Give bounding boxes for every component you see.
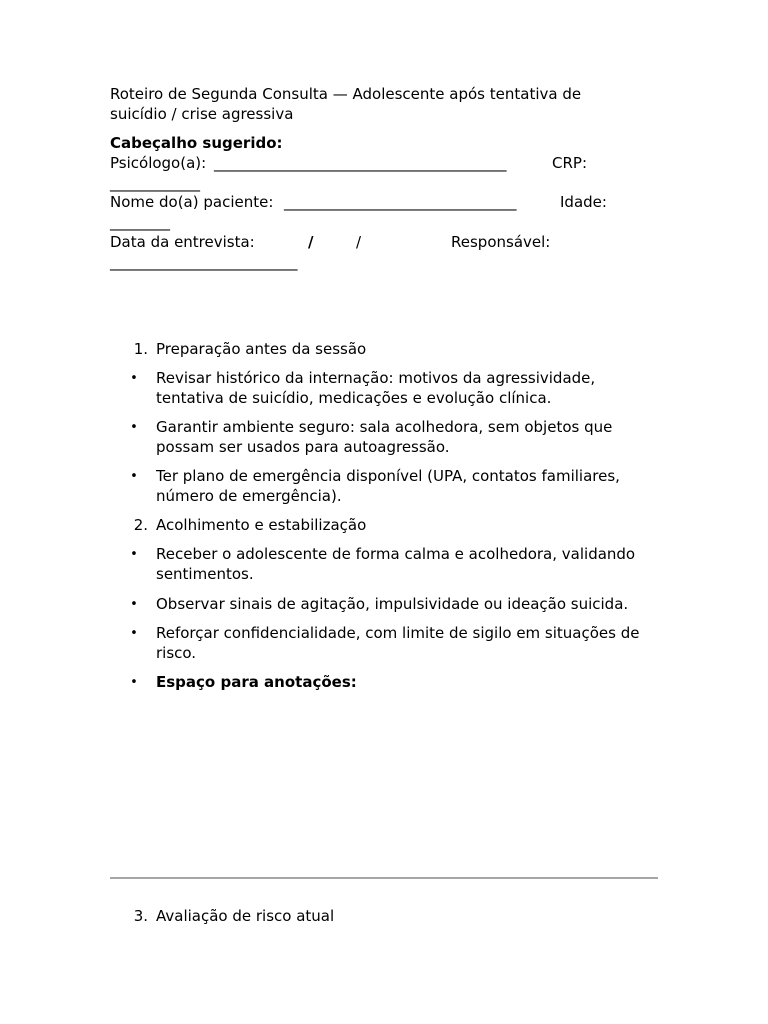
section-3-title: Avaliação de risco atual xyxy=(156,907,335,925)
responsible-label: Responsável: xyxy=(451,233,551,251)
section-2-item-3: Reforçar confidencialidade, com limite de sigilo em situações de risco. xyxy=(156,624,640,662)
interview-date-label: Data da entrevista: xyxy=(110,233,255,251)
section-2-item-2: Observar sinais de agitação, impulsividade ou ideação suicida. xyxy=(156,595,629,613)
bullet-icon: • xyxy=(130,469,138,484)
bullet-icon: • xyxy=(130,626,138,641)
crp-blank: ____________ xyxy=(110,174,200,192)
date-separator-2: / xyxy=(356,233,362,251)
bullet-icon: • xyxy=(130,371,138,386)
date-separator-1: / xyxy=(308,233,314,251)
age-blank: ________ xyxy=(110,213,170,231)
document-title-line-2: suicídio / crise agressiva xyxy=(110,105,294,123)
section-2-item-1: Receber o adolescente de forma calma e acolhedora, validando sentimentos. xyxy=(156,545,636,583)
crp-label: CRP: xyxy=(552,154,587,172)
header-heading: Cabeçalho sugerido: xyxy=(110,134,283,152)
patient-name-label: Nome do(a) paciente: xyxy=(110,193,274,211)
psychologist-blank: _______________________________________ xyxy=(214,154,507,172)
section-1-item-3: Ter plano de emergência disponível (UPA, contatos familiares, número de emergência). xyxy=(156,467,620,505)
bullet-icon: • xyxy=(130,675,138,690)
notes-space-label: Espaço para anotações: xyxy=(156,673,357,691)
section-2-number: 2. xyxy=(133,516,148,534)
patient-name-blank: _______________________________ xyxy=(284,193,517,211)
section-3-number: 3. xyxy=(133,907,148,925)
section-1-number: 1. xyxy=(133,340,148,358)
responsible-blank: _________________________ xyxy=(110,253,298,271)
section-1-title: Preparação antes da sessão xyxy=(156,340,367,358)
document-title-line-1: Roteiro de Segunda Consulta — Adolescente após tentativa de xyxy=(110,85,582,103)
psychologist-label: Psicólogo(a): xyxy=(110,154,207,172)
section-divider xyxy=(110,877,658,879)
section-2-title: Acolhimento e estabilização xyxy=(156,516,367,534)
bullet-icon: • xyxy=(130,597,138,612)
section-1-item-1: Revisar histórico da internação: motivos da agressividade, tentativa de suicídio, medicações e evolução clínica. xyxy=(156,369,596,407)
section-1-item-2: Garantir ambiente seguro: sala acolhedora, sem objetos que possam ser usados para autoagressão. xyxy=(156,418,613,456)
bullet-icon: • xyxy=(130,547,138,562)
bullet-icon: • xyxy=(130,420,138,435)
age-label: Idade: xyxy=(560,193,607,211)
